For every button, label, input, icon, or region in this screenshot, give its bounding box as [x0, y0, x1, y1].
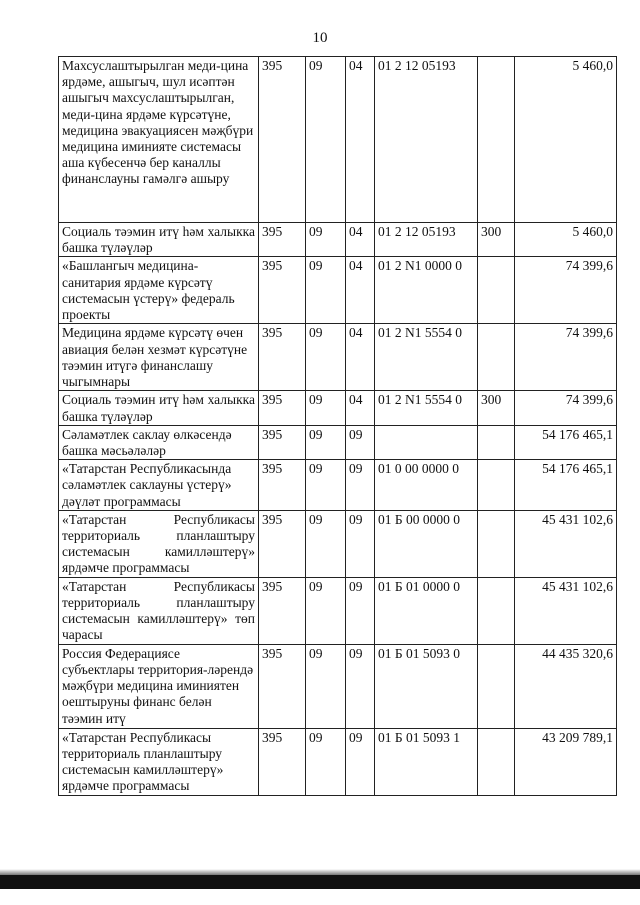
ministry-code: 395: [259, 57, 306, 223]
subsection-code: 09: [346, 510, 375, 577]
row-name: Махсуслаштырылган меди-цина ярдәме, ашыгыч, шул исәптән ашыгыч махсуслаштырылган, меди-цина ярдәме күрсәтүне, медицина эвакуациясен мәҗбүри медицина иминияте системасы аша күбесенчә бер каналлы финанслауны гамәлгә ашыру: [59, 57, 259, 223]
section-code: 09: [306, 644, 346, 728]
page-number: 10: [312, 30, 328, 46]
ministry-code: 395: [259, 510, 306, 577]
amount: 44 435 320,6: [515, 644, 617, 728]
budget-table: [58, 56, 617, 796]
section-code: 09: [306, 510, 346, 577]
table-row: [59, 324, 617, 391]
subsection-code: 04: [346, 391, 375, 425]
amount: 54 176 465,1: [515, 460, 617, 511]
expense-type-code: [478, 460, 515, 511]
amount: 43 209 789,1: [515, 728, 617, 795]
expense-type-code: [478, 728, 515, 795]
target-article-code: 01 0 00 0000 0: [375, 460, 478, 511]
table-row: [59, 223, 617, 257]
amount: 5 460,0: [515, 223, 617, 257]
amount: 45 431 102,6: [515, 577, 617, 644]
row-name: «Татарстан Республикасы территориаль планлаштыру системасын камилләштерү» ярдәмче программасы: [59, 510, 259, 577]
subsection-code: 04: [346, 324, 375, 391]
section-code: 09: [306, 391, 346, 425]
ministry-code: 395: [259, 728, 306, 795]
target-article-code: 01 Б 00 0000 0: [375, 510, 478, 577]
ministry-code: 395: [259, 391, 306, 425]
subsection-code: 09: [346, 425, 375, 459]
subsection-code: 04: [346, 257, 375, 324]
amount: 54 176 465,1: [515, 425, 617, 459]
row-name: «Татарстан Республикасында сәламәтлек саклауны үстерү» дәүләт программасы: [59, 460, 259, 511]
ministry-code: 395: [259, 257, 306, 324]
amount: 45 431 102,6: [515, 510, 617, 577]
subsection-code: 09: [346, 460, 375, 511]
ministry-code: 395: [259, 425, 306, 459]
row-name: Россия Федерациясе субъектлары территория-ләрендә мәҗбүри медицина иминиятен оештыруны финанс белән тәэмин итү: [59, 644, 259, 728]
section-code: 09: [306, 460, 346, 511]
expense-type-code: [478, 644, 515, 728]
subsection-code: 09: [346, 644, 375, 728]
subsection-code: 09: [346, 728, 375, 795]
section-code: 09: [306, 223, 346, 257]
section-code: 09: [306, 324, 346, 391]
row-name: «Татарстан Республикасы территориаль планлаштыру системасын камилләштерү» төп чарасы: [59, 577, 259, 644]
section-code: 09: [306, 425, 346, 459]
table-row: [59, 57, 617, 223]
target-article-code: 01 2 12 05193: [375, 223, 478, 257]
row-name: «Татарстан Республикасы территориаль планлаштыру системасын камилләштерү» ярдәмче программасы: [59, 728, 259, 795]
section-code: 09: [306, 257, 346, 324]
expense-type-code: [478, 324, 515, 391]
amount: 74 399,6: [515, 391, 617, 425]
expense-type-code: [478, 510, 515, 577]
row-name: «Башлангыч медицина-санитария ярдәме күрсәтү системасын үстерү» федераль проекты: [59, 257, 259, 324]
table-row: [59, 728, 617, 795]
row-name: Медицина ярдәме күрсәтү өчен авиация белән хезмәт күрсәтүне тәэмин итүгә финанслашу чыгымнары: [59, 324, 259, 391]
row-name: Сәламәтлек саклау өлкәсендә башка мәсьәләләр: [59, 425, 259, 459]
target-article-code: 01 2 N1 5554 0: [375, 391, 478, 425]
ministry-code: 395: [259, 460, 306, 511]
section-code: 09: [306, 577, 346, 644]
amount: 74 399,6: [515, 324, 617, 391]
subsection-code: 04: [346, 57, 375, 223]
target-article-code: 01 Б 01 0000 0: [375, 577, 478, 644]
expense-type-code: [478, 577, 515, 644]
table-row: [59, 257, 617, 324]
target-article-code: 01 2 12 05193: [375, 57, 478, 223]
ministry-code: 395: [259, 577, 306, 644]
expense-type-code: [478, 425, 515, 459]
table-row: [59, 644, 617, 728]
table-row: [59, 391, 617, 425]
ministry-code: 395: [259, 644, 306, 728]
table-row: [59, 510, 617, 577]
row-name: Социаль тәэмин итү һәм халыкка башка түләүләр: [59, 223, 259, 257]
target-article-code: 01 Б 01 5093 0: [375, 644, 478, 728]
section-code: 09: [306, 728, 346, 795]
subsection-code: 04: [346, 223, 375, 257]
target-article-code: 01 2 N1 0000 0: [375, 257, 478, 324]
amount: 74 399,6: [515, 257, 617, 324]
row-name: Социаль тәэмин итү һәм халыкка башка түләүләр: [59, 391, 259, 425]
expense-type-code: 300: [478, 391, 515, 425]
ministry-code: 395: [259, 223, 306, 257]
target-article-code: 01 2 N1 5554 0: [375, 324, 478, 391]
expense-type-code: [478, 57, 515, 223]
target-article-code: [375, 425, 478, 459]
amount: 5 460,0: [515, 57, 617, 223]
scan-edge: [0, 875, 640, 889]
subsection-code: 09: [346, 577, 375, 644]
table-row: [59, 425, 617, 459]
expense-type-code: [478, 257, 515, 324]
table-row: [59, 460, 617, 511]
target-article-code: 01 Б 01 5093 1: [375, 728, 478, 795]
section-code: 09: [306, 57, 346, 223]
table-row: [59, 577, 617, 644]
ministry-code: 395: [259, 324, 306, 391]
expense-type-code: 300: [478, 223, 515, 257]
